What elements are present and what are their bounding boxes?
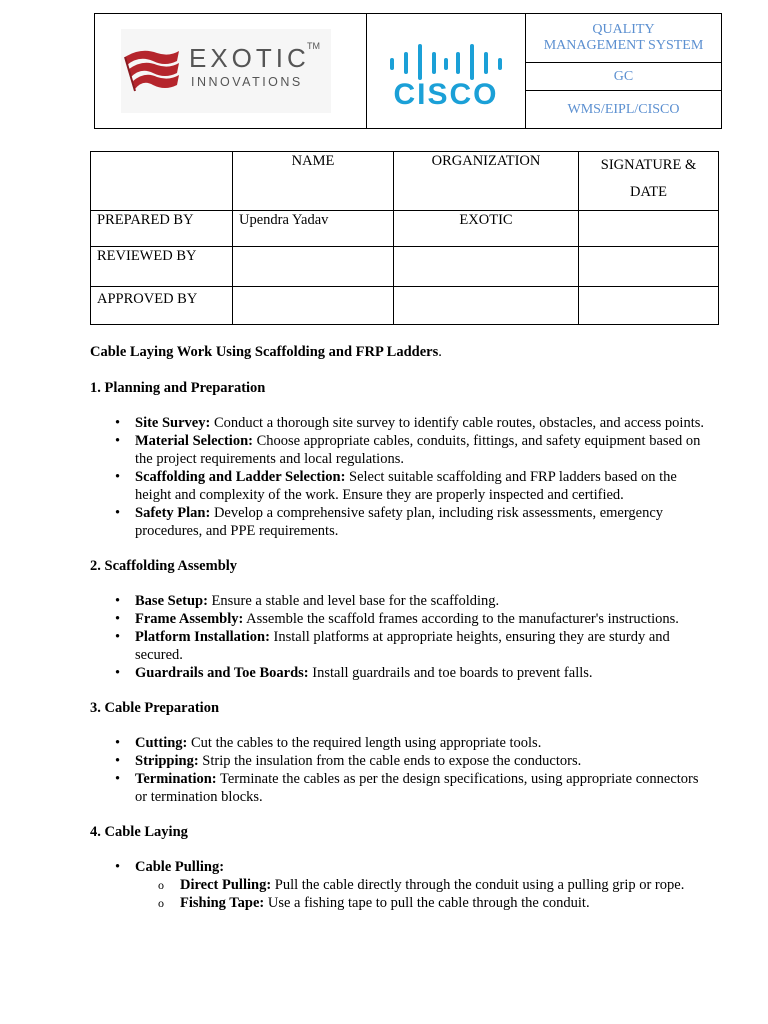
section-1-list [90,414,710,540]
prepared-signature [579,211,719,247]
section-heading-1: 1. Planning and Preparation [90,380,266,396]
prepared-org: EXOTIC [394,211,579,247]
approved-name [233,287,394,325]
exotic-logo-cell [95,14,367,129]
list-item: • Cable Pulling: o Direct Pulling: Pull the cable directly through the conduit using a pulling grip or rope. o Fishing Tape: Use a fishing tape to pull the cable through the conduit. [135,858,710,912]
col-sig-line2: DATE [629,184,668,200]
header-table [94,13,722,129]
document-title: Cable Laying Work Using Scaffolding and FRP Ladders. [90,344,442,360]
sub-list-item: o Fishing Tape: Use a fishing tape to pull the cable through the conduit. [180,894,710,912]
list-item: • Frame Assembly: Assemble the scaffold frames according to the manufacturer's instructions. [135,610,710,628]
list-item: • Scaffolding and Ladder Selection: Select suitable scaffolding and FRP ladders based on the height and complexity of the work. Ensure they are properly inspected and certified. [135,468,710,504]
list-item: • Material Selection: Choose appropriate cables, conduits, fittings, and safety equipment based on the project requirements and local regulations. [135,432,710,468]
sub-list-item: o Direct Pulling: Pull the cable directly through the conduit using a pulling grip or rope. [180,876,710,894]
col-org: ORGANIZATION [394,152,579,211]
table-row [91,287,719,325]
exotic-logo [121,29,331,113]
qms-cell [526,14,722,63]
code-cell: GC [526,63,722,91]
corner-cell [91,152,233,211]
exotic-flag-icon [121,47,183,95]
approval-table [90,151,719,325]
section-4-list [90,858,710,912]
table-row [91,247,719,287]
list-item: • Cutting: Cut the cables to the required length using appropriate tools. [135,734,710,752]
reviewed-org [394,247,579,287]
col-sig-line1: SIGNATURE & [600,157,697,173]
qms-line1: QUALITY [592,22,655,37]
cisco-logo-cell [367,14,526,129]
qms-line2: MANAGEMENT SYSTEM [543,38,704,53]
cisco-bars-icon [386,44,506,80]
approved-signature [579,287,719,325]
list-item: • Site Survey: Conduct a thorough site survey to identify cable routes, obstacles, and access points. [135,414,710,432]
reviewed-name [233,247,394,287]
section-3-list [90,734,710,806]
approved-label: APPROVED BY [91,287,233,325]
list-item: • Stripping: Strip the insulation from the cable ends to expose the conductors. [135,752,710,770]
list-item: • Guardrails and Toe Boards: Install guardrails and toe boards to prevent falls. [135,664,710,682]
list-item: • Termination: Terminate the cables as per the design specifications, using appropriate connectors or termination blocks. [135,770,710,806]
section-heading-3: 3. Cable Preparation [90,700,220,716]
list-item: • Platform Installation: Install platforms at appropriate heights, ensuring they are sturdy and secured. [135,628,710,664]
section-heading-4: 4. Cable Laying [90,824,188,840]
section-2-list [90,592,710,682]
sub-list [135,876,710,912]
ref-cell: WMS/EIPL/CISCO [526,91,722,129]
col-signature [579,152,719,211]
logo-exotic-text: EXOTIC [189,43,310,73]
table-row [91,211,719,247]
section-heading-2: 2. Scaffolding Assembly [90,558,238,574]
col-name: NAME [233,152,394,211]
document-body [90,343,710,929]
logo-tm: TM [307,41,320,51]
approved-org [394,287,579,325]
list-item: • Base Setup: Ensure a stable and level base for the scaffolding. [135,592,710,610]
prepared-name: Upendra Yadav [233,211,394,247]
logo-innovations-text: INNOVATIONS [191,75,303,89]
cisco-wordmark: CISCO [393,78,499,111]
reviewed-label: REVIEWED BY [91,247,233,287]
list-item: • Safety Plan: Develop a comprehensive safety plan, including risk assessments, emergency procedures, and PPE requirements. [135,504,710,540]
prepared-label: PREPARED BY [91,211,233,247]
reviewed-signature [579,247,719,287]
